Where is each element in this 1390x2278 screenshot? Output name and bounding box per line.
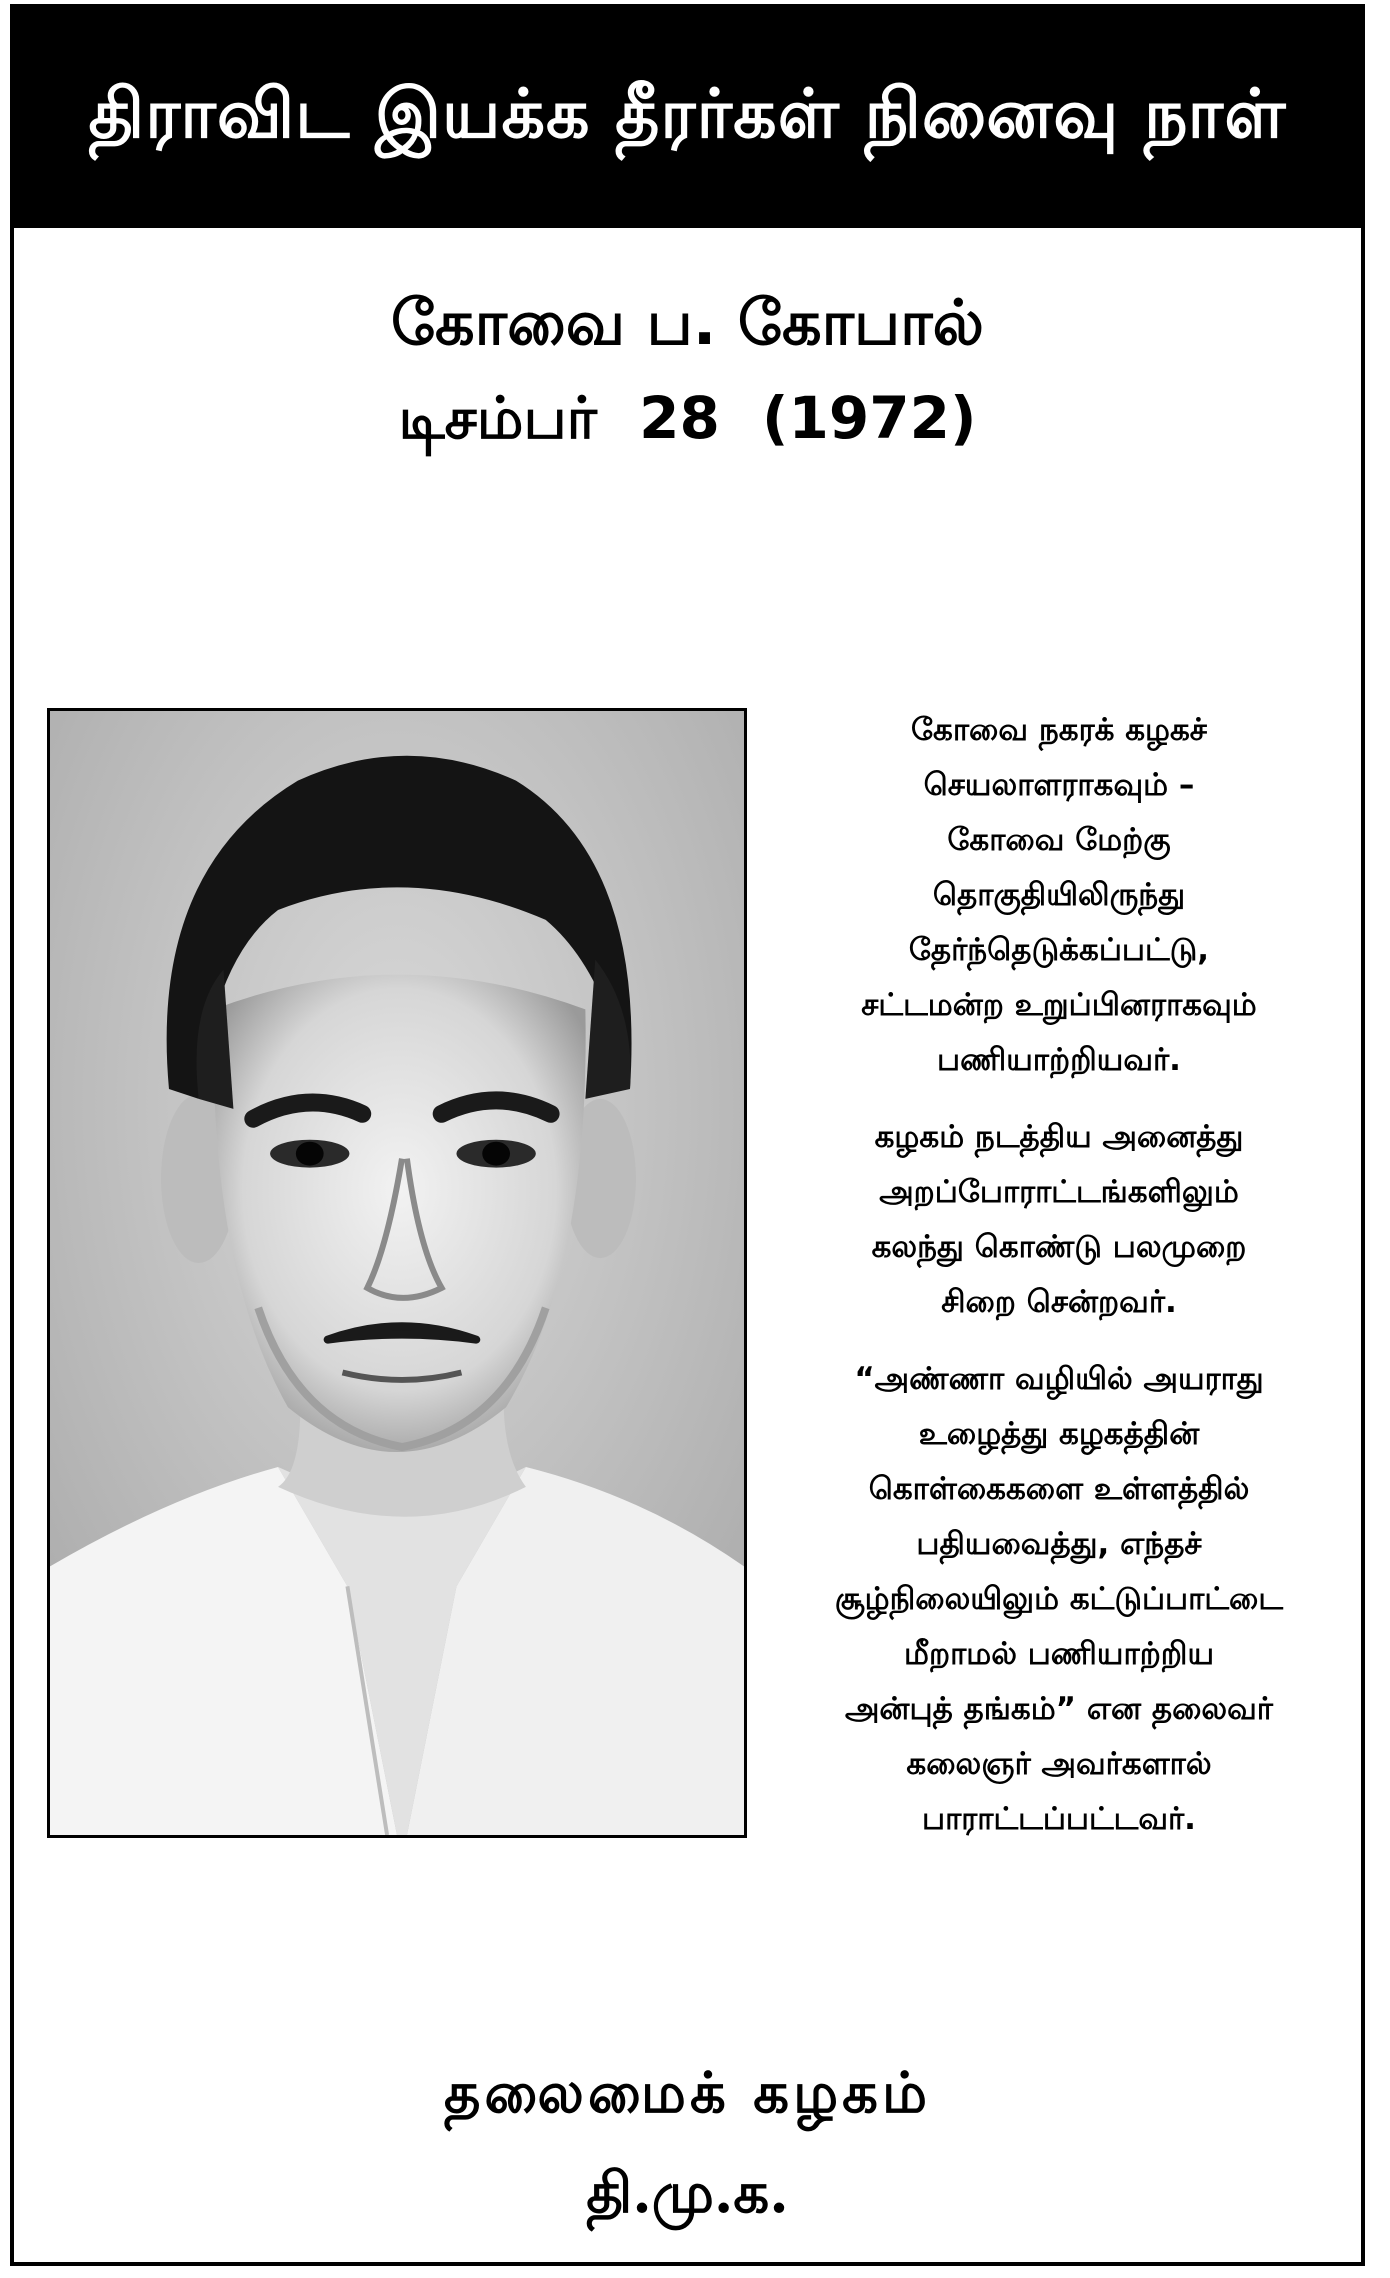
bio-line: சிறை சென்றவர்.: [941, 1284, 1177, 1320]
footer-party-name: தி.மு.க.: [586, 2160, 789, 2226]
header-title: திராவிட இயக்க தீரர்கள் நினைவு நாள்: [88, 73, 1287, 154]
header-band: [14, 8, 1361, 228]
portrait-illustration: [50, 711, 744, 1835]
biography: [759, 703, 1359, 1869]
bio-line: சட்டமன்ற உறுப்பினராகவும்: [861, 987, 1257, 1023]
bio-line: பாராட்டப்பட்டவர்.: [922, 1801, 1196, 1837]
memorial-date: டிசம்பர் 28 (1972): [398, 384, 977, 452]
name-block: [14, 278, 1361, 468]
bio-line: சூழ்நிலையிலும் கட்டுப்பாட்டை: [834, 1581, 1284, 1617]
bio-paragraph: [759, 1110, 1359, 1330]
bio-line: செயலாளராகவும் –: [923, 767, 1195, 803]
bio-line: கழகம் நடத்திய அனைத்து: [874, 1119, 1244, 1155]
bio-line: தொகுதியிலிருந்து: [932, 877, 1186, 913]
bio-line: கொள்கைகளை உள்ளத்தில்: [868, 1471, 1250, 1507]
portrait-photo: [47, 708, 747, 1838]
bio-line: கோவை நகரக் கழகச்: [911, 712, 1207, 748]
memorial-card: [10, 4, 1365, 2266]
footer-organization: தலைமைக் கழகம்: [443, 2060, 932, 2126]
bio-line: பணியாற்றியவர்.: [937, 1042, 1181, 1078]
bio-line: கலைஞர் அவர்களால்: [906, 1746, 1212, 1782]
bio-line: கோவை மேற்கு: [947, 822, 1171, 858]
bio-line: பதியவைத்து, எந்தச்: [916, 1526, 1202, 1562]
bio-line: உழைத்து கழகத்தின்: [918, 1416, 1200, 1452]
bio-line: மீறாமல் பணியாற்றிய: [903, 1636, 1215, 1672]
footer: [14, 2043, 1361, 2243]
bio-line: “அண்ணா வழியில் அயராது: [854, 1361, 1264, 1397]
bio-line: தேர்ந்தெடுக்கப்பட்டு,: [908, 932, 1210, 968]
bio-line: அறப்போராட்டங்களிலும்: [879, 1174, 1239, 1210]
person-name: கோவை ப. கோபால்: [391, 286, 984, 359]
bio-paragraph: [759, 703, 1359, 1088]
bio-line: கலந்து கொண்டு பலமுறை: [871, 1229, 1247, 1265]
bio-line: அன்புத் தங்கம்” என தலைவர்: [844, 1691, 1274, 1727]
bio-paragraph: [759, 1352, 1359, 1847]
